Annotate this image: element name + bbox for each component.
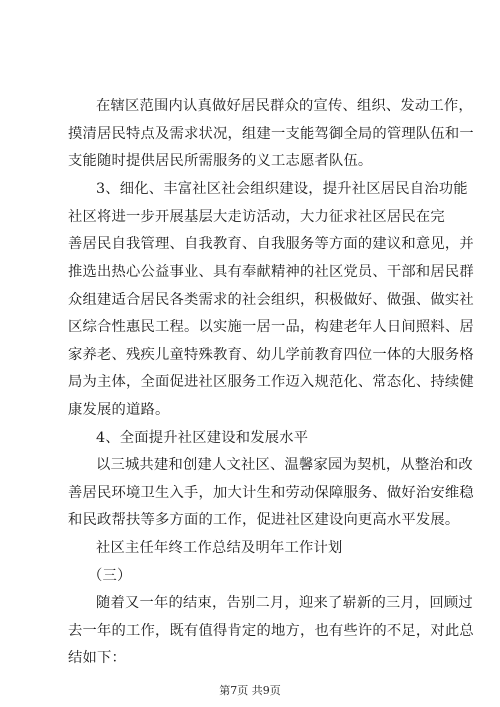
body-line: 局为主体，全面促进社区服务工作迈入规范化、常态化、持续健 <box>68 374 474 390</box>
section-heading: 3、细化、丰富社区社会组织建设，提升社区居民自治功能 <box>96 181 468 197</box>
body-line: 摸清居民特点及需求状况，组建一支能驾御全局的管理队伍和一 <box>68 126 474 142</box>
body-line: 康发展的道路。 <box>68 402 170 418</box>
body-line: 家养老、残疾儿童特殊教育、幼儿学前教育四位一体的大服务格 <box>68 347 474 363</box>
document-title: 社区主任年终工作总结及明年工作计划 <box>96 540 343 556</box>
page-number-footer: 第7页 共9页 <box>219 684 281 697</box>
part-number: （三） <box>88 568 132 584</box>
body-line: 结如下： <box>68 650 126 666</box>
body-line: 区综合性惠民工程。以实施一居一品，构建老年人日间照料、居 <box>68 319 474 335</box>
body-line: 社区将进一步开展基层大走访活动，大力征求社区居民在完 <box>68 209 445 225</box>
body-line: 以三城共建和创建人文社区、温馨家园为契机，从整治和改 <box>96 457 473 473</box>
body-line: 善居民自我管理、自我教育、自我服务等方面的建议和意见，并 <box>68 236 474 252</box>
body-line: 随着又一年的结束，告别二月，迎来了崭新的三月，回顾过 <box>96 595 473 611</box>
body-line: 和民政帮扶等多方面的工作，促进社区建设向更高水平发展。 <box>68 512 460 528</box>
body-line: 去一年的工作，既有值得肯定的地方，也有些许的不足，对此总 <box>68 623 474 639</box>
body-line: 在辖区范围内认真做好居民群众的宣传、组织、发动工作， <box>96 98 473 114</box>
body-line: 善居民环境卫生入手，加大计生和劳动保障服务、做好治安维稳 <box>68 485 474 501</box>
body-line: 众组建适合居民各类需求的社会组织，积极做好、做强、做实社 <box>68 292 474 308</box>
body-line: 推选出热心公益事业、具有奉献精神的社区党员、干部和居民群 <box>68 264 474 280</box>
section-heading: 4、全面提升社区建设和发展水平 <box>96 430 309 446</box>
body-line: 支能随时提供居民所需服务的义工志愿者队伍。 <box>68 153 373 169</box>
